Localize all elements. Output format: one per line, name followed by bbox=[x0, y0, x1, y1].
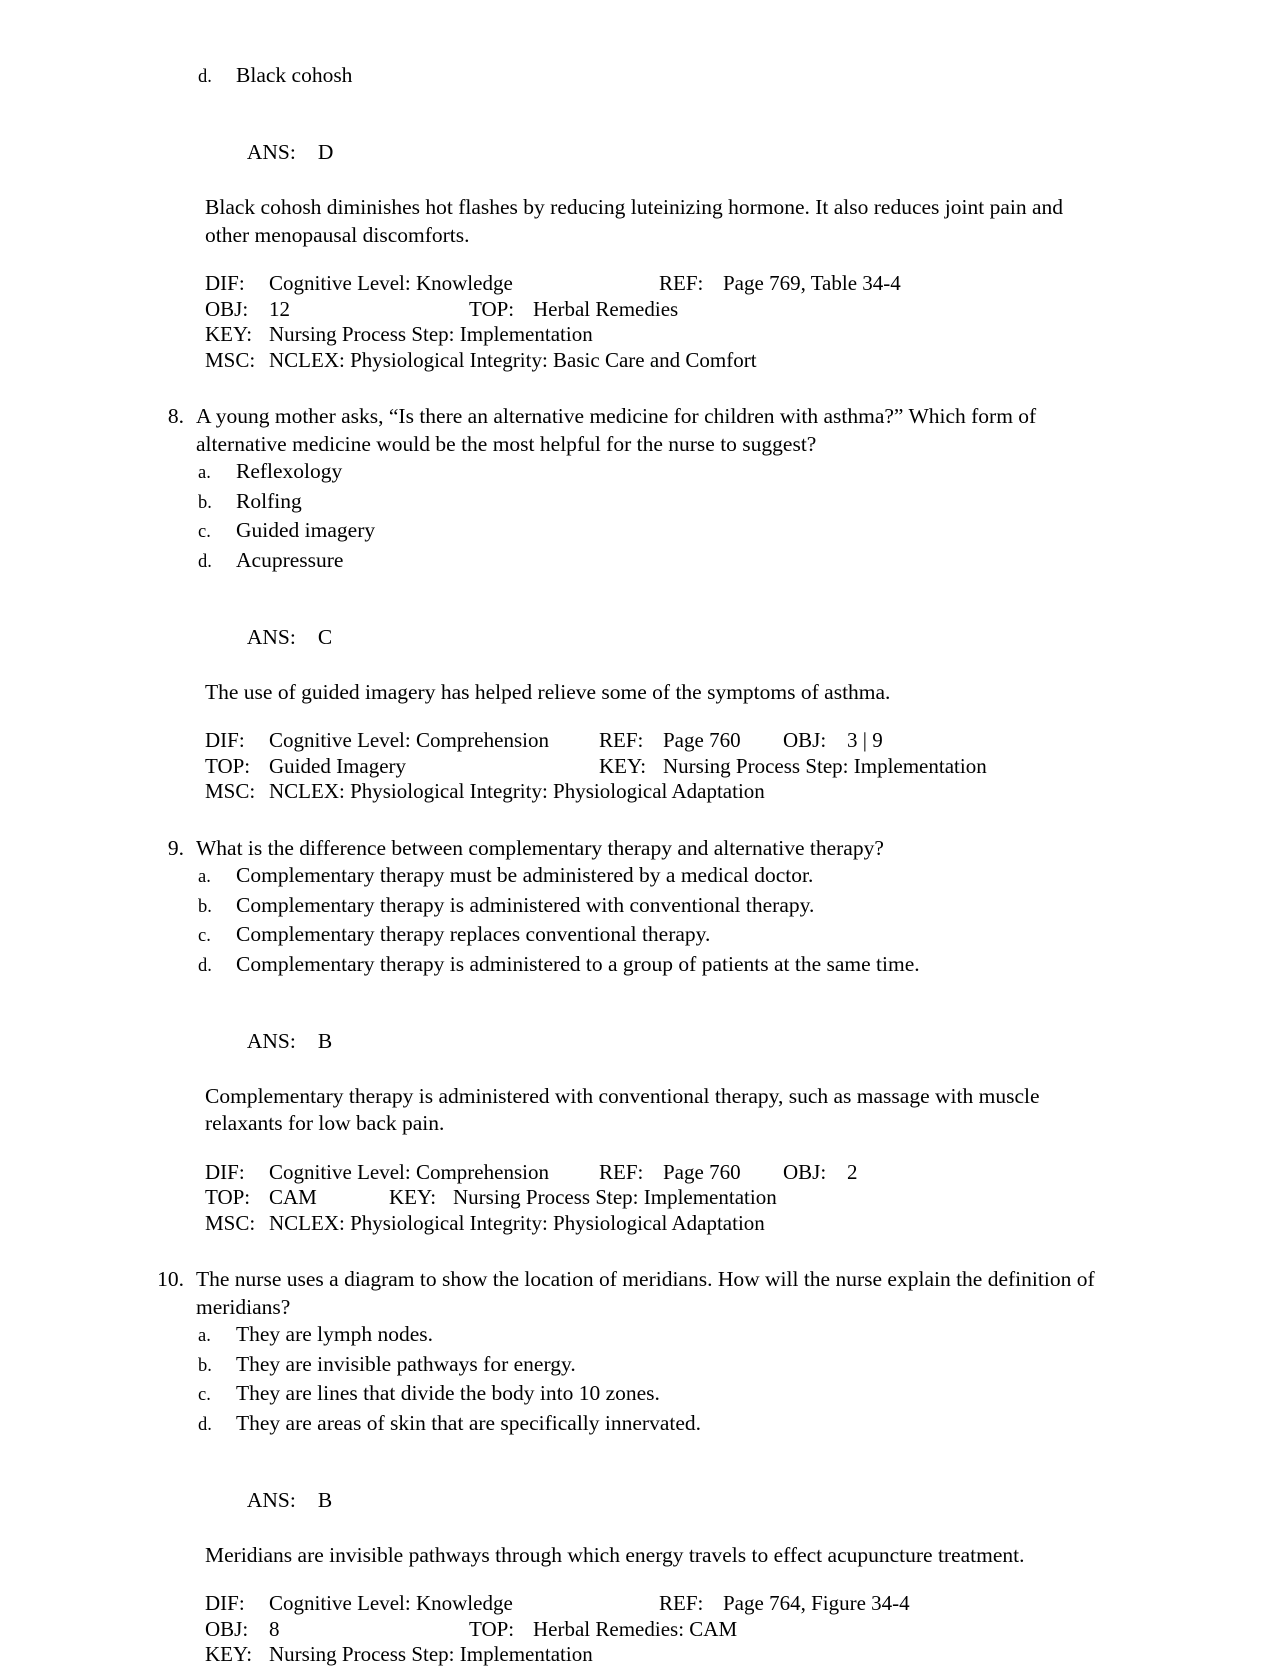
rationale-text: Meridians are invisible pathways through which energy travels to effect acupuncture treatment. bbox=[205, 1542, 1025, 1567]
answer-line bbox=[205, 112, 1125, 195]
metadata-row bbox=[205, 271, 1125, 297]
question-10 bbox=[150, 1266, 1125, 1668]
answer-block bbox=[150, 596, 1125, 706]
metadata-row bbox=[205, 1617, 1125, 1643]
key-label: KEY: bbox=[599, 753, 647, 778]
dif-value: Cognitive Level: Comprehension bbox=[269, 1159, 549, 1184]
option-text: Black cohosh bbox=[236, 63, 353, 87]
metadata-row bbox=[205, 1642, 1125, 1668]
obj-value: 3 | 9 bbox=[847, 728, 883, 752]
question-number: 10. bbox=[157, 1267, 184, 1291]
option-letter: c. bbox=[198, 522, 211, 542]
option-item bbox=[150, 62, 1125, 92]
option-text: They are lines that divide the body into 10 zones. bbox=[236, 1381, 660, 1405]
option-letter: a. bbox=[198, 867, 211, 887]
option-letter: b. bbox=[198, 492, 212, 513]
key-value: Nursing Process Step: Implementation bbox=[269, 1642, 593, 1666]
option-list bbox=[150, 62, 1125, 92]
answer-line bbox=[205, 1000, 1125, 1083]
ref-label: REF: bbox=[599, 1159, 644, 1184]
option-text: Reflexology bbox=[236, 459, 343, 483]
top-value: Herbal Remedies bbox=[533, 296, 679, 321]
msc-label: MSC: bbox=[205, 347, 256, 372]
dif-label: DIF: bbox=[205, 1159, 245, 1184]
option-item bbox=[150, 921, 1125, 951]
top-label: TOP: bbox=[469, 1616, 515, 1641]
rationale-text: The use of guided imagery has helped relieve some of the symptoms of asthma. bbox=[205, 679, 891, 704]
metadata-block bbox=[150, 728, 1125, 805]
msc-label: MSC: bbox=[205, 779, 256, 803]
option-text: Complementary therapy replaces conventional therapy. bbox=[236, 922, 711, 946]
key-value: Nursing Process Step: Implementation bbox=[663, 753, 987, 778]
answer-block bbox=[150, 1459, 1125, 1569]
metadata-row bbox=[205, 779, 1125, 805]
metadata-block bbox=[150, 271, 1125, 373]
obj-value: 12 bbox=[269, 296, 290, 321]
dif-label: DIF: bbox=[205, 1591, 245, 1615]
ref-value: Page 764, Figure 34-4 bbox=[723, 1591, 910, 1615]
ans-label: ANS: bbox=[246, 140, 296, 164]
msc-value: NCLEX: Physiological Integrity: Physiological Adaptation bbox=[269, 779, 765, 803]
option-letter: a. bbox=[198, 1326, 211, 1346]
option-item bbox=[150, 458, 1125, 488]
ref-value: Page 760 bbox=[663, 1159, 741, 1184]
key-value: Nursing Process Step: Implementation bbox=[269, 322, 593, 346]
metadata-row bbox=[205, 322, 1125, 348]
msc-label: MSC: bbox=[205, 1210, 256, 1235]
dif-value: Cognitive Level: Knowledge bbox=[269, 1591, 513, 1615]
ans-value: C bbox=[317, 624, 333, 649]
top-label: TOP: bbox=[205, 1185, 251, 1209]
question-text: The nurse uses a diagram to show the location of meridians. How will the nurse explain the definition of meridians? bbox=[196, 1267, 1095, 1319]
rationale-text: Black cohosh diminishes hot flashes by reducing luteinizing hormone. It also reduces joint pain and other menopausal discomforts. bbox=[205, 195, 1064, 247]
metadata-block bbox=[150, 1591, 1125, 1668]
option-text: Guided imagery bbox=[236, 518, 376, 542]
option-text: Rolfing bbox=[236, 488, 302, 513]
dif-label: DIF: bbox=[205, 728, 245, 752]
question-text: What is the difference between complementary therapy and alternative therapy? bbox=[196, 835, 884, 860]
option-item bbox=[150, 547, 1125, 577]
question-8 bbox=[150, 403, 1125, 805]
option-list bbox=[150, 458, 1125, 576]
metadata-block bbox=[150, 1160, 1125, 1237]
ans-label: ANS: bbox=[246, 624, 296, 649]
question-9 bbox=[150, 835, 1125, 1237]
option-text: Acupressure bbox=[236, 547, 344, 572]
question-text: A young mother asks, “Is there an alternative medicine for children with asthma?” Which form of alternative medicine would be the most helpful for the nurse to suggest? bbox=[196, 404, 1037, 456]
ans-value: B bbox=[317, 1028, 333, 1053]
option-letter: d. bbox=[198, 955, 212, 976]
key-value: Nursing Process Step: Implementation bbox=[453, 1185, 777, 1209]
ans-label: ANS: bbox=[246, 1028, 296, 1053]
answer-block bbox=[150, 112, 1125, 250]
metadata-row bbox=[205, 1185, 1125, 1211]
option-letter: a. bbox=[198, 463, 211, 483]
ans-value: B bbox=[317, 1487, 333, 1512]
metadata-row bbox=[205, 1160, 1125, 1186]
key-label: KEY: bbox=[205, 1642, 253, 1666]
metadata-row bbox=[205, 297, 1125, 323]
metadata-row bbox=[205, 1591, 1125, 1617]
ref-value: Page 760 bbox=[663, 728, 741, 752]
question-7-tail bbox=[150, 62, 1125, 373]
option-item bbox=[150, 892, 1125, 922]
top-label: TOP: bbox=[469, 296, 515, 321]
option-item bbox=[150, 1410, 1125, 1440]
ans-label: ANS: bbox=[246, 1487, 296, 1512]
ans-value: D bbox=[317, 140, 334, 164]
key-label: KEY: bbox=[205, 322, 253, 346]
rationale-text: Complementary therapy is administered with conventional therapy, such as massage with muscle relaxants for low back pain. bbox=[205, 1083, 1040, 1135]
ref-label: REF: bbox=[599, 728, 644, 752]
question-stem bbox=[150, 1266, 1125, 1321]
option-item bbox=[150, 1351, 1125, 1381]
option-letter: d. bbox=[198, 551, 212, 572]
ref-label: REF: bbox=[659, 1591, 704, 1615]
option-list bbox=[150, 1321, 1125, 1439]
answer-block bbox=[150, 1000, 1125, 1138]
option-text: They are invisible pathways for energy. bbox=[236, 1351, 576, 1376]
dif-value: Cognitive Level: Knowledge bbox=[269, 271, 513, 295]
metadata-row bbox=[205, 1211, 1125, 1237]
option-text: Complementary therapy must be administered by a medical doctor. bbox=[236, 863, 814, 887]
question-stem bbox=[150, 835, 1125, 863]
option-letter: d. bbox=[198, 67, 212, 87]
question-number: 9. bbox=[167, 835, 184, 860]
option-item bbox=[150, 488, 1125, 518]
obj-label: OBJ: bbox=[783, 728, 827, 752]
metadata-row bbox=[205, 348, 1125, 374]
question-number: 8. bbox=[167, 404, 184, 428]
option-text: Complementary therapy is administered to a group of patients at the same time. bbox=[236, 951, 920, 976]
top-value: CAM bbox=[269, 1185, 317, 1209]
top-label: TOP: bbox=[205, 753, 251, 778]
option-text: They are lymph nodes. bbox=[236, 1322, 434, 1346]
msc-value: NCLEX: Physiological Integrity: Basic Care and Comfort bbox=[269, 347, 757, 372]
option-letter: b. bbox=[198, 896, 212, 917]
metadata-row bbox=[205, 754, 1125, 780]
msc-value: NCLEX: Physiological Integrity: Physiological Adaptation bbox=[269, 1210, 765, 1235]
option-text: Complementary therapy is administered with conventional therapy. bbox=[236, 892, 815, 917]
dif-label: DIF: bbox=[205, 271, 245, 295]
obj-value: 8 bbox=[269, 1616, 280, 1641]
option-letter: d. bbox=[198, 1414, 212, 1435]
top-value: Guided Imagery bbox=[269, 753, 407, 778]
top-value: Herbal Remedies: CAM bbox=[533, 1616, 738, 1641]
option-item bbox=[150, 951, 1125, 981]
ref-label: REF: bbox=[659, 271, 704, 295]
option-item bbox=[150, 517, 1125, 547]
answer-line bbox=[205, 596, 1125, 679]
option-list bbox=[150, 862, 1125, 980]
ref-value: Page 769, Table 34-4 bbox=[723, 271, 901, 295]
option-letter: c. bbox=[198, 926, 211, 946]
option-item bbox=[150, 862, 1125, 892]
option-letter: c. bbox=[198, 1385, 211, 1405]
obj-value: 2 bbox=[847, 1159, 858, 1184]
key-label: KEY: bbox=[389, 1185, 437, 1209]
answer-line bbox=[205, 1459, 1125, 1542]
obj-label: OBJ: bbox=[783, 1159, 827, 1184]
obj-label: OBJ: bbox=[205, 1616, 249, 1641]
question-stem bbox=[150, 403, 1125, 458]
option-letter: b. bbox=[198, 1355, 212, 1376]
option-item bbox=[150, 1321, 1125, 1351]
option-item bbox=[150, 1380, 1125, 1410]
dif-value: Cognitive Level: Comprehension bbox=[269, 728, 549, 752]
metadata-row bbox=[205, 728, 1125, 754]
obj-label: OBJ: bbox=[205, 296, 249, 321]
option-text: They are areas of skin that are specifically innervated. bbox=[236, 1410, 702, 1435]
